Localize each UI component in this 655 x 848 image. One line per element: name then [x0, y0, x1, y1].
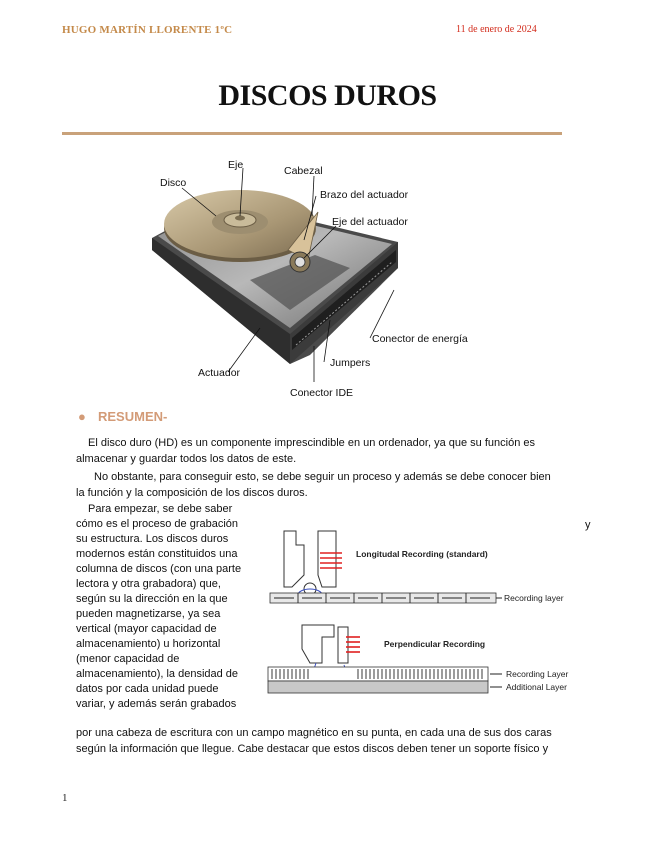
- hard-drive-diagram: [140, 150, 500, 400]
- label-jumpers: Jumpers: [330, 357, 371, 369]
- paragraph-3-line: (menor capacidad de: [76, 653, 180, 665]
- section-heading: [78, 409, 167, 424]
- label-conector-ide: Conector IDE: [290, 387, 354, 399]
- paragraph-3-line: Para empezar, se debe saber: [88, 503, 233, 515]
- paragraph-2-line-2: la función y la composición de los discos duros.: [76, 487, 308, 499]
- author-header: HUGO MARTÍN LLORENTE 1ºC: [62, 24, 233, 36]
- paragraph-3-line: cómo es el proceso de grabación: [76, 518, 239, 530]
- longitudinal-layer: [270, 593, 502, 603]
- paragraph-3-line: vertical (mayor capacidad de: [76, 623, 217, 635]
- paragraph-3-line: lectora y otra grabadora) que,: [76, 578, 221, 590]
- paragraph-3-line: datos por cada unidad puede: [76, 683, 219, 695]
- paragraph-3-line: columna de discos (con una parte: [76, 563, 242, 575]
- longitudinal-title: Longitudal Recording (standard): [356, 549, 488, 559]
- paragraph-2-line-1: No obstante, para conseguir esto, se debe seguir un proceso y además se debe conocer bien: [94, 471, 551, 483]
- page-number: 1: [62, 792, 68, 804]
- paragraph-3-line: según su la dirección en la que: [76, 593, 228, 605]
- paragraph-3-line: variar, y además serán grabados: [76, 698, 237, 710]
- label-eje-actuador: Eje del actuador: [332, 216, 408, 228]
- paragraph-3-line: almacenamiento), la densidad de: [76, 668, 239, 680]
- label-actuador: Actuador: [198, 367, 241, 379]
- additional-layer-label: Additional Layer: [506, 682, 567, 692]
- label-brazo: Brazo del actuador: [320, 189, 409, 201]
- paragraph-3-trailing-y: y: [585, 519, 591, 531]
- paragraph-3-line: su estructura. Los discos duros: [76, 533, 229, 545]
- bullet-icon: ●: [78, 409, 86, 424]
- title-divider: [62, 132, 562, 135]
- perpendicular-head: [302, 625, 348, 663]
- paragraph-1-line-2: almacenar y guardar todos los datos de este.: [76, 453, 297, 465]
- paragraph-3-full-line-1: por una cabeza de escritura con un campo magnético en su punta, en cada una de sus dos caras: [76, 727, 552, 739]
- recording-layer-2-label: Recording Layer: [506, 669, 569, 679]
- label-disco: Disco: [160, 177, 187, 189]
- label-eje: Eje: [228, 159, 244, 171]
- recording-layer-label: Recording layer: [504, 593, 564, 603]
- section-heading-text: RESUMEN-: [98, 409, 168, 424]
- paragraph-3-line: modernos están constituidos una: [76, 548, 238, 560]
- perpendicular-title: Perpendicular Recording: [384, 639, 486, 649]
- date-header: 11 de enero de 2024: [456, 24, 537, 35]
- label-cabezal: Cabezal: [284, 165, 323, 177]
- recording-diagram: [262, 523, 582, 705]
- longitudinal-head: [284, 531, 336, 601]
- page-title: DISCOS DUROS: [218, 79, 437, 112]
- paragraph-3-full-line-2: según la información que llegue. Cabe destacar que estos discos deben tener un soporte físico y: [76, 743, 549, 755]
- label-conector-energia: Conector de energía: [372, 333, 468, 345]
- paragraph-1-line-1: El disco duro (HD) es un componente imprescindible en un ordenador, ya que su función es: [88, 437, 535, 449]
- paragraph-3-line: almacenamiento) u horizontal: [76, 638, 221, 650]
- perpendicular-layer: [268, 667, 502, 693]
- paragraph-3-line: pueden magnetizarse, ya sea: [76, 608, 221, 620]
